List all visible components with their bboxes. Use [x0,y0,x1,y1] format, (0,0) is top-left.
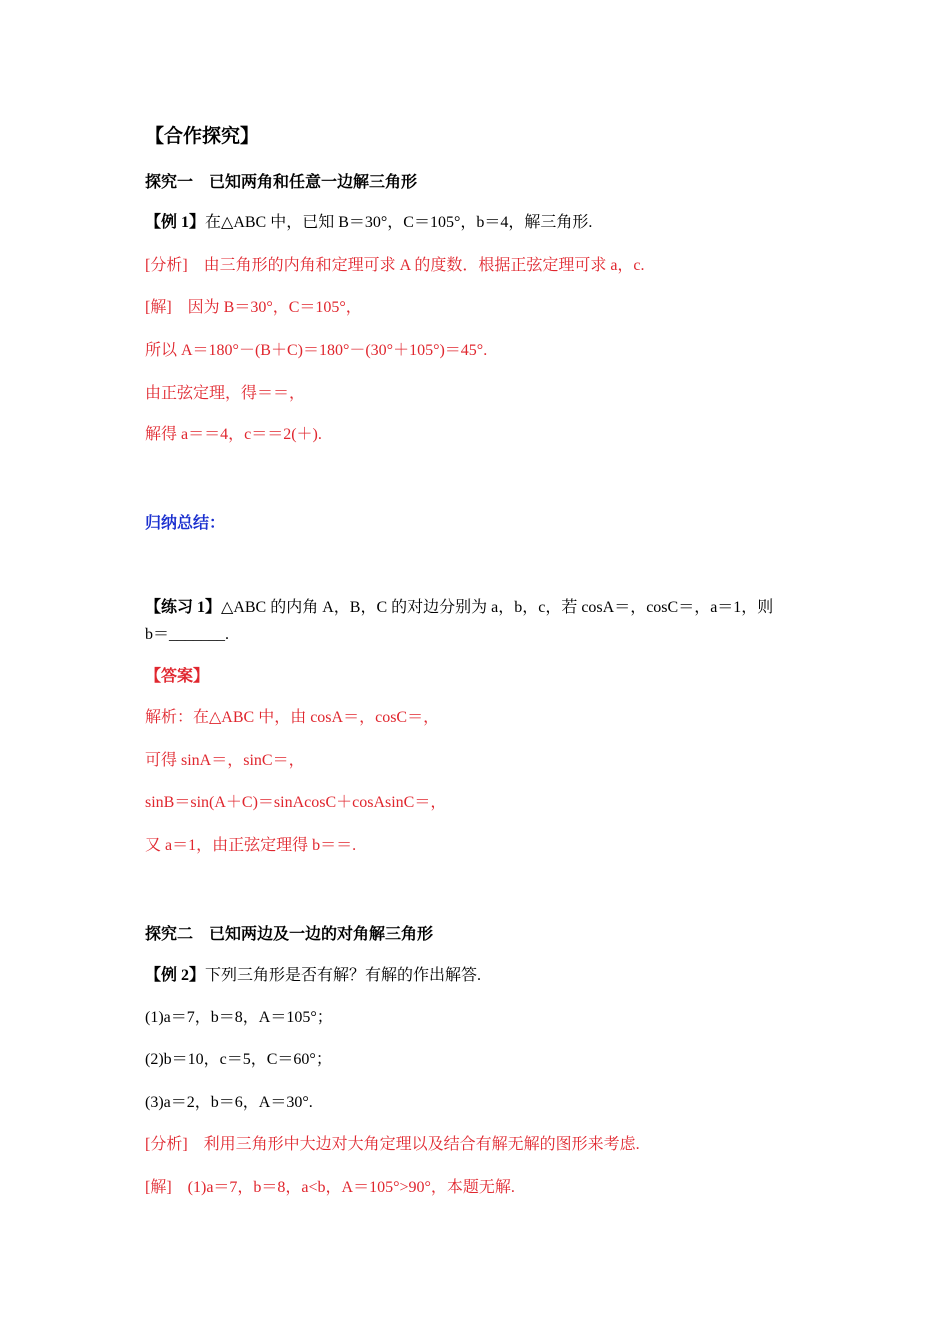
example1-tag: 【例 1】 [145,214,206,231]
example1-solution-line-3: 由正弦定理，得＝＝， [145,385,306,402]
inquiry1-title: 探究一 已知两角和任意一边解三角形 [145,174,418,191]
summary-label: 归纳总结： [145,515,226,532]
example1-solution-line-1: [解] 因为 B＝30°，C＝105°， [145,299,362,316]
example2-item-1: (1)a＝7，b＝8，A＝105°； [145,1009,333,1026]
example1-text: 在△ABC 中，已知 B＝30°，C＝105°，b＝4，解三角形. [205,214,593,231]
example1-solution-line-2: 所以 A＝180°－(B＋C)＝180°－(30°＋105°)＝45°. [145,342,488,359]
example2-solution: [解] (1)a＝7，b＝8，a<b，A＝105°>90°，本题无解. [145,1179,515,1196]
example2-text: 下列三角形是否有解？有解的作出解答. [205,967,482,984]
example2-tag: 【例 2】 [145,967,206,984]
practice1-answer-line-2: 可得 sinA＝，sinC＝， [145,752,305,769]
example1-solution-line-4: 解得 a＝＝4，c＝＝2(＋). [145,426,322,443]
example1 [145,213,592,233]
practice1-answer-tag: 【答案】 [145,668,210,685]
practice1-text-line2: b＝_______. [145,626,230,643]
example1-analysis: [分析] 由三角形的内角和定理可求 A 的度数．根据正弦定理可求 a，c. [145,257,645,274]
practice1 [145,598,773,618]
practice1-tag: 【练习 1】 [145,599,222,616]
inquiry2-title: 探究二 已知两边及一边的对角解三角形 [145,926,434,943]
section-title: 【合作探究】 [145,126,260,147]
practice1-answer-line-1: 解析：在△ABC 中，由 cosA＝，cosC＝， [145,709,440,726]
example2-item-3: (3)a＝2，b＝6，A＝30°. [145,1094,313,1111]
practice1-answer-line-4: 又 a＝1，由正弦定理得 b＝＝. [145,837,357,854]
example2-item-2: (2)b＝10，c＝5，C＝60°； [145,1051,332,1068]
practice1-text: △ABC 的内角 A，B，C 的对边分别为 a，b，c，若 cosA＝，cosC＝，a＝1，则 [221,599,774,616]
example2-analysis: [分析] 利用三角形中大边对大角定理以及结合有解无解的图形来考虑. [145,1136,640,1153]
example2 [145,966,481,986]
practice1-answer-line-3: sinB＝sin(A＋C)＝sinAcosC＋cosAsinC＝， [145,794,447,811]
